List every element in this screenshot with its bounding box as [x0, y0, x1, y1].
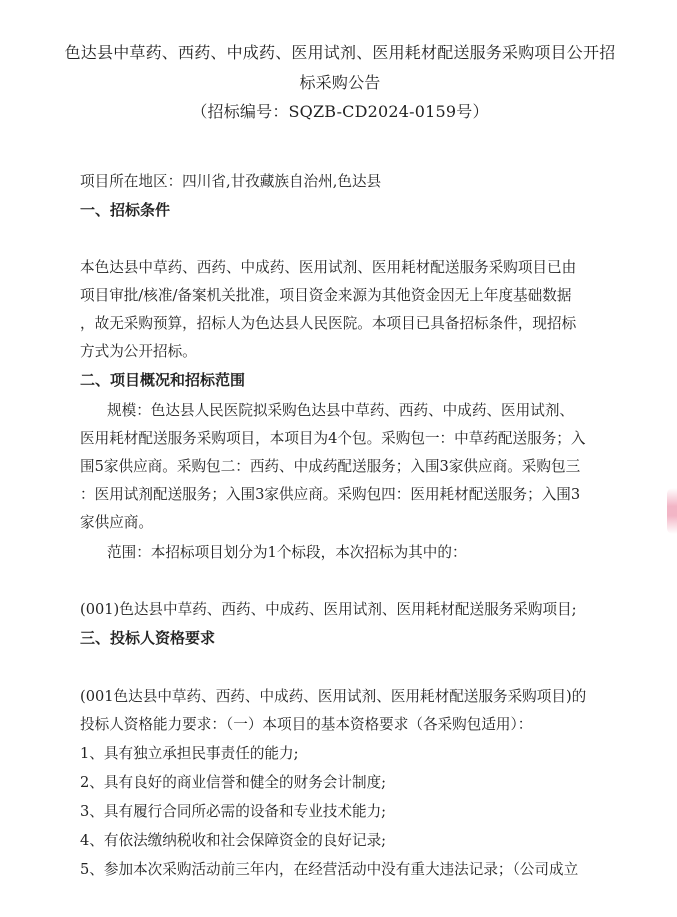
section-1-line-3: ，故无采购预算，招标人为色达县人民医院。本项目已具备招标条件，现招标 — [80, 315, 577, 332]
section-1-heading: 一、招标条件 — [80, 201, 171, 219]
section-1-line-2: 项目审批/核准/备案机关批准，项目资金来源为其他资金因无上年度基础数据 — [80, 287, 572, 304]
section-2-line-2: 医用耗材配送服务采购项目，本项目为4个包。采购包一：中草药配送服务；入 — [80, 430, 586, 447]
section-1-line-4: 方式为公开招标。 — [80, 343, 197, 360]
qualification-item-4: 4、有依法缴纳税收和社会保障资金的良好记录; — [80, 832, 387, 849]
section-2-line-3: 围5家供应商。采购包二：西药、中成药配送服务；入围3家供应商。采购包三 — [80, 458, 581, 475]
section-1-line-1: 本色达县中草药、西药、中成药、医用试剂、医用耗材配送服务采购项目已由 — [80, 259, 577, 276]
project-location: 项目所在地区：四川省,甘孜藏族自治州,色达县 — [80, 173, 382, 190]
qualification-item-1: 1、具有独立承担民事责任的能力; — [80, 745, 299, 762]
section-3-line-1: (001色达县中草药、西药、中成药、医用试剂、医用耗材配送服务采购项目)的 — [80, 688, 587, 705]
section-2-heading: 二、项目概况和招标范围 — [80, 371, 246, 389]
section-2-line-4: ：医用试剂配送服务；入围3家供应商。采购包四：医用耗材配送服务；入围3 — [80, 486, 581, 503]
section-3-heading: 三、投标人资格要求 — [80, 629, 216, 647]
seal-stamp-edge — [667, 488, 677, 534]
qualification-item-3: 3、具有履行合同所必需的设备和专业技术能力; — [80, 803, 387, 820]
section-3-line-2: 投标人资格能力要求：（一）本项目的基本资格要求（各采购包适用）： — [80, 716, 533, 733]
qualification-item-2: 2、具有良好的商业信誉和健全的财务会计制度; — [80, 774, 387, 791]
section-2-lot: (001)色达县中草药、西药、中成药、医用试剂、医用耗材配送服务采购项目; — [80, 601, 577, 618]
section-2-scope: 范围：本招标项目划分为1个标段，本次招标为其中的： — [107, 544, 467, 561]
section-2-line-1: 规模：色达县人民医院拟采购色达县中草药、西药、中成药、医用试剂、 — [107, 402, 575, 419]
qualification-item-5: 5、参加本次采购活动前三年内，在经营活动中没有重大违法记录；（公司成立 — [80, 861, 579, 878]
section-2-line-5: 家供应商。 — [80, 514, 153, 531]
announcement-title-line-1: 色达县中草药、西药、中成药、医用试剂、医用耗材配送服务采购项目公开招 — [64, 43, 616, 62]
tender-number: （招标编号：SQZB-CD2024-0159号） — [191, 102, 489, 121]
announcement-title-line-2: 标采购公告 — [299, 73, 381, 92]
